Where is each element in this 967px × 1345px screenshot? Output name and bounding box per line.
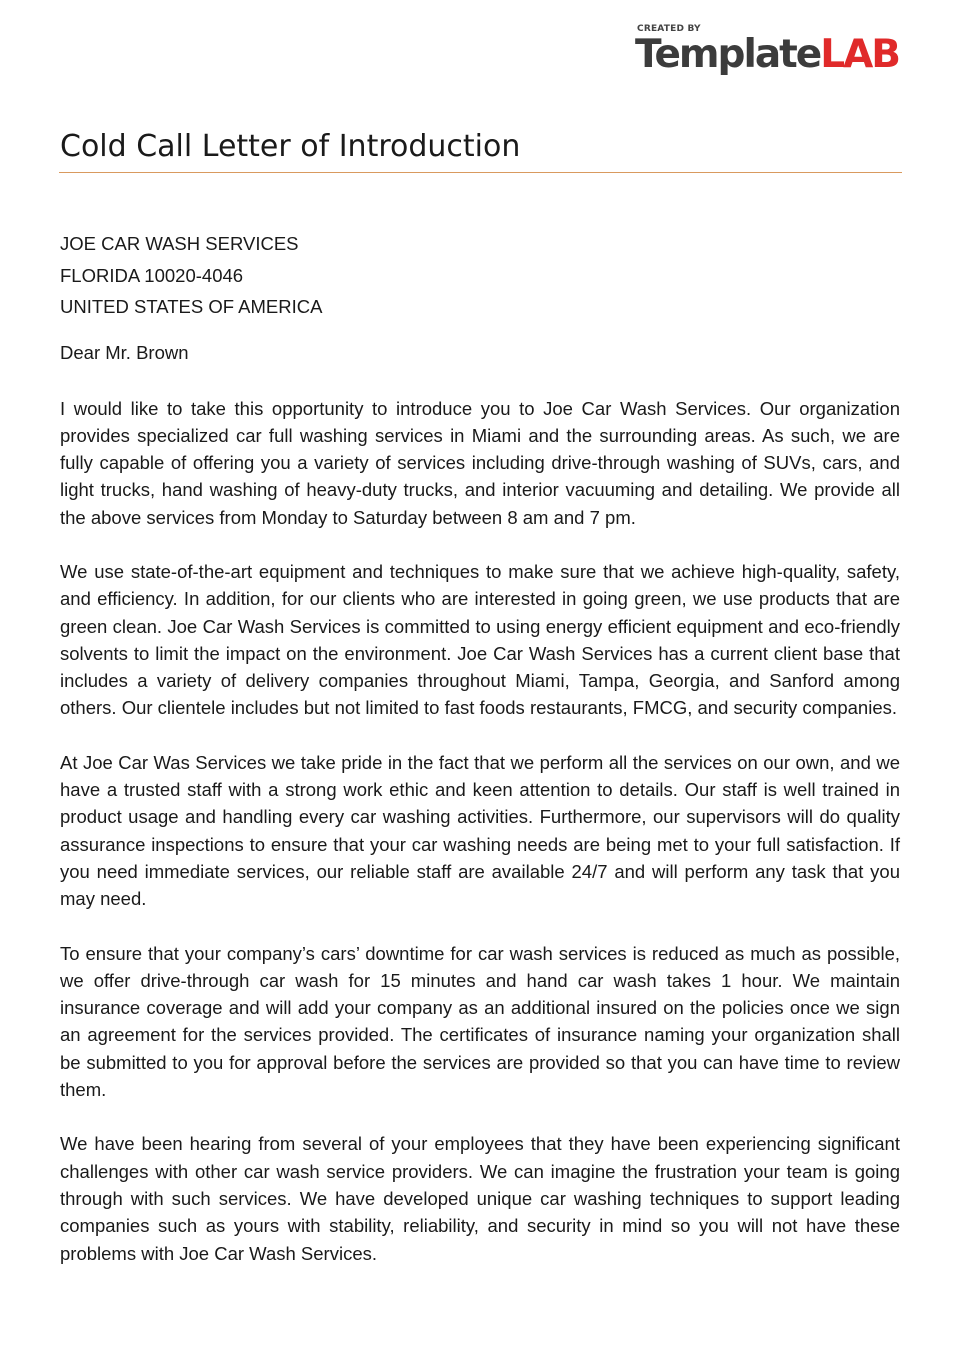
- address-line: JOE CAR WASH SERVICES: [60, 233, 299, 254]
- body-paragraph: We use state-of-the-art equipment and techniques to make sure that we achieve high-quality, safety, and efficiency. In addition, for our clients who are interested in going green, we use products that are green clean. Joe Car Wash Services is committed to using energy efficient equipment and eco-friendly solvents to limit the impact on the environment. Joe Car Wash Services has a current client base that includes a variety of delivery companies throughout Miami, Tampa, Georgia, and Sanford among others. Our clientele includes but not limited to fast foods restaurants, FMCG, and security companies.: [60, 560, 900, 719]
- body-paragraph: At Joe Car Was Services we take pride in the fact that we perform all the services on our own, and we have a trusted staff with a strong work ethic and keen attention to details. Our staff is well trained in product usage and handling every car washing activities. Furthermore, our supervisors will do quality assurance inspections to ensure that your car washing needs are being met to your full satisfaction. If you need immediate services, our reliable staff are available 24/7 and will perform any task that you may need.: [60, 751, 900, 910]
- title-divider: [59, 172, 902, 173]
- body-paragraph: I would like to take this opportunity to introduce you to Joe Car Wash Services. Our organization provides specialized car full washing services in Miami and the surrounding areas. As such, we are fully capable of offering you a variety of services including drive-through washing of SUVs, cars, and light trucks, hand washing of heavy-duty trucks, and interior vacuuming and detailing. We provide all the above services from Monday to Saturday between 8 am and 7 pm.: [60, 397, 900, 528]
- address-line: FLORIDA 10020-4046: [60, 264, 244, 286]
- logo-created-by: CREATED BY: [637, 24, 701, 34]
- document-title: Cold Call Letter of Introduction: [60, 129, 521, 164]
- letter-body: [60, 228, 900, 1267]
- logo-word-template: Template: [635, 32, 821, 77]
- salutation: Dear Mr. Brown: [60, 341, 189, 363]
- logo-word-lab: LAB: [820, 32, 899, 77]
- templatelab-logo: [635, 24, 899, 76]
- address-block: [60, 228, 900, 323]
- address-line: UNITED STATES OF AMERICA: [60, 296, 323, 317]
- body-paragraph: We have been hearing from several of your employees that they have been experiencing significant challenges with other car wash service providers. We can imagine the frustration your team is going through with such services. We have developed unique car washing techniques to support leading companies such as yours with stability, reliability, and security in mind so you will not have these problems with Joe Car Wash Services.: [60, 1133, 900, 1264]
- body-paragraph: To ensure that your company’s cars’ downtime for car wash services is reduced as much as possible, we offer drive-through car wash for 15 minutes and hand car wash takes 1 hour. We maintain insurance coverage and will add your company as an additional insured on the policies once we sign an agreement for the services provided. The certificates of insurance naming your organization shall be submitted to you for approval before the services are provided so that you can have time to review them.: [60, 942, 900, 1101]
- logo-wordmark: [635, 34, 899, 76]
